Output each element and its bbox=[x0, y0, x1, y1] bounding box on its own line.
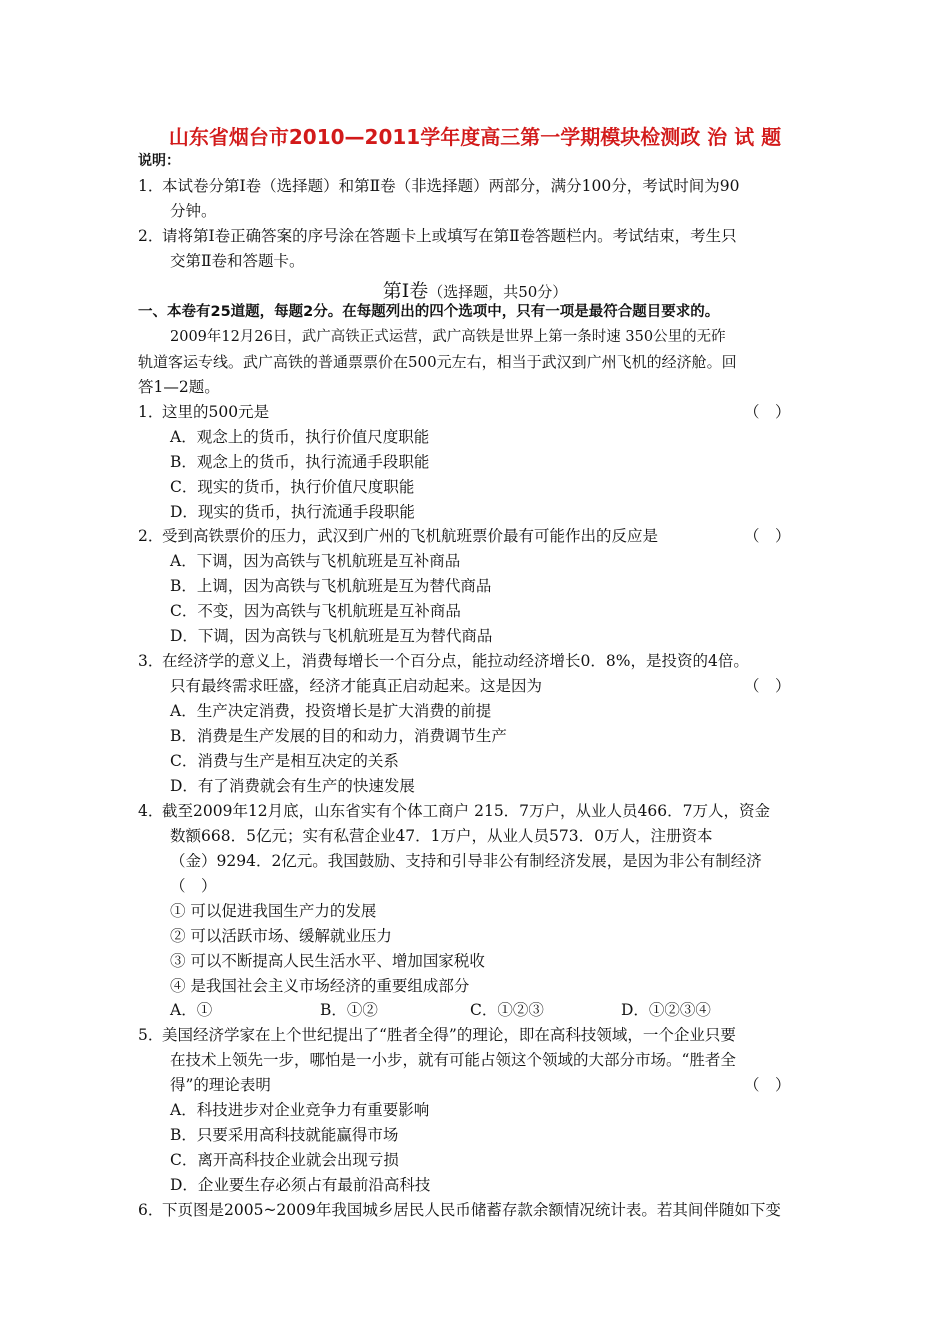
note-2-line-2: 交第Ⅱ卷和答题卡。 bbox=[170, 252, 305, 270]
q2-number: 2． bbox=[138, 527, 164, 545]
section-instruction: 一、本卷有25道题，每题2分。在每题列出的四个选项中，只有一项是最符合题目要求的。 bbox=[138, 304, 720, 320]
q2-option-d: D．下调，因为高铁与飞机航班是互为替代商品 bbox=[170, 627, 493, 645]
q4-stem-line-3: （金）9294．2亿元。我国鼓励、支持和引导非公有制经济发展，是因为非公有制经济 bbox=[170, 852, 762, 870]
q2-option-c: C．不变，因为高铁与飞机航班是互补商品 bbox=[170, 602, 461, 620]
q4-option-a: A．① bbox=[170, 1001, 213, 1019]
q1-stem: 这里的500元是 bbox=[162, 403, 270, 421]
q4-stem-line-2: 数额668．5亿元；实有私营企业47．1万户，从业人员573．0万人，注册资本 bbox=[170, 827, 713, 845]
q5-number: 5． bbox=[138, 1026, 164, 1044]
q4-option-b: B．①② bbox=[320, 1001, 378, 1019]
q3-option-b: B．消费是生产发展的目的和动力，消费调节生产 bbox=[170, 727, 507, 745]
section-subtitle: （选择题，共50分） bbox=[428, 283, 568, 301]
q1-option-a: A．观念上的货币，执行价值尺度职能 bbox=[170, 428, 430, 446]
q4-option-c: C．①②③ bbox=[470, 1001, 544, 1019]
passage-line-3: 答1—2题。 bbox=[138, 378, 220, 396]
q4-statement-3: ③ 可以不断提高人民生活水平、增加国家税收 bbox=[170, 952, 485, 970]
note-1-number: 1． bbox=[138, 177, 164, 195]
q4-number: 4． bbox=[138, 802, 164, 820]
section-heading bbox=[0, 276, 950, 303]
q3-answer-bracket: （ ） bbox=[744, 677, 791, 695]
passage-line-2: 轨道客运专线。武广高铁的普通票票价在500元左右，相当于武汉到广州飞机的经济舱。回 bbox=[138, 353, 737, 371]
q3-stem-line-2: 只有最终需求旺盛，经济才能真正启动起来。这是因为 bbox=[170, 677, 543, 695]
q5-option-a: A．科技进步对企业竞争力有重要影响 bbox=[170, 1101, 430, 1119]
q1-number: 1． bbox=[138, 403, 164, 421]
q2-stem: 受到高铁票价的压力，武汉到广州的飞机航班票价最有可能作出的反应是 bbox=[162, 527, 659, 545]
q2-option-a: A．下调，因为高铁与飞机航班是互补商品 bbox=[170, 552, 461, 570]
q5-answer-bracket: （ ） bbox=[744, 1076, 791, 1094]
q4-answer-bracket: （ ） bbox=[170, 877, 217, 895]
q5-option-c: C．离开高科技企业就会出现亏损 bbox=[170, 1151, 399, 1169]
section-name: 第Ⅰ卷 bbox=[382, 280, 429, 302]
q1-option-c: C．现实的货币，执行价值尺度职能 bbox=[170, 478, 415, 496]
exam-title: 山东省烟台市2010—2011学年度高三第一学期模块检测政 治 试 题 bbox=[168, 125, 782, 149]
q3-option-d: D．有了消费就会有生产的快速发展 bbox=[170, 777, 415, 795]
q4-stem-line-1: 截至2009年12月底，山东省实有个体工商户 215．7万户，从业人员466．7万人，资金 bbox=[162, 802, 770, 820]
q3-number: 3． bbox=[138, 652, 164, 670]
passage-line-1: 2009年12月26日，武广高铁正式运营，武广高铁是世界上第一条时速 350公里的无砟 bbox=[170, 329, 726, 345]
q5-option-b: B．只要采用高科技就能赢得市场 bbox=[170, 1126, 399, 1144]
q6-number: 6． bbox=[138, 1201, 164, 1219]
q4-option-d: D．①②③④ bbox=[621, 1001, 711, 1019]
q2-answer-bracket: （ ） bbox=[744, 527, 791, 545]
q5-stem-line-3: 得”的理论表明 bbox=[170, 1076, 271, 1094]
q3-option-a: A．生产决定消费，投资增长是扩大消费的前提 bbox=[170, 702, 492, 720]
q5-stem-line-1: 美国经济学家在上个世纪提出了“胜者全得”的理论，即在高科技领域，一个企业只要 bbox=[162, 1026, 736, 1044]
q4-statement-2: ② 可以活跃市场、缓解就业压力 bbox=[170, 927, 392, 945]
q1-option-b: B．观念上的货币，执行流通手段职能 bbox=[170, 453, 430, 471]
q4-statement-4: ④ 是我国社会主义市场经济的重要组成部分 bbox=[170, 977, 470, 995]
q4-statement-1: ① 可以促进我国生产力的发展 bbox=[170, 902, 377, 920]
q1-answer-bracket: （ ） bbox=[744, 403, 791, 421]
notes-heading: 说明： bbox=[138, 153, 180, 169]
q6-stem-line-1: 下页图是2005~2009年我国城乡居民人民币储蓄存款余额情况统计表。若其间伴随如下变 bbox=[162, 1201, 781, 1219]
q5-option-d: D．企业要生存必须占有最前沿高科技 bbox=[170, 1176, 431, 1194]
note-2-line-1: 请将第Ⅰ卷正确答案的序号涂在答题卡上或填写在第Ⅱ卷答题栏内。考试结束，考生只 bbox=[162, 227, 737, 245]
q3-stem-line-1: 在经济学的意义上，消费每增长一个百分点，能拉动经济增长0．8%，是投资的4倍。 bbox=[162, 652, 749, 670]
note-1-line-2: 分钟。 bbox=[170, 202, 217, 220]
note-1-line-1: 本试卷分第Ⅰ卷（选择题）和第Ⅱ卷（非选择题）两部分，满分100分，考试时间为90 bbox=[162, 177, 740, 195]
q1-option-d: D．现实的货币，执行流通手段职能 bbox=[170, 503, 415, 521]
q2-option-b: B．上调，因为高铁与飞机航班是互为替代商品 bbox=[170, 577, 492, 595]
q5-stem-line-2: 在技术上领先一步，哪怕是一小步，就有可能占领这个领域的大部分市场。“胜者全 bbox=[170, 1051, 736, 1069]
note-2-number: 2． bbox=[138, 227, 164, 245]
q3-option-c: C．消费与生产是相互决定的关系 bbox=[170, 752, 399, 770]
